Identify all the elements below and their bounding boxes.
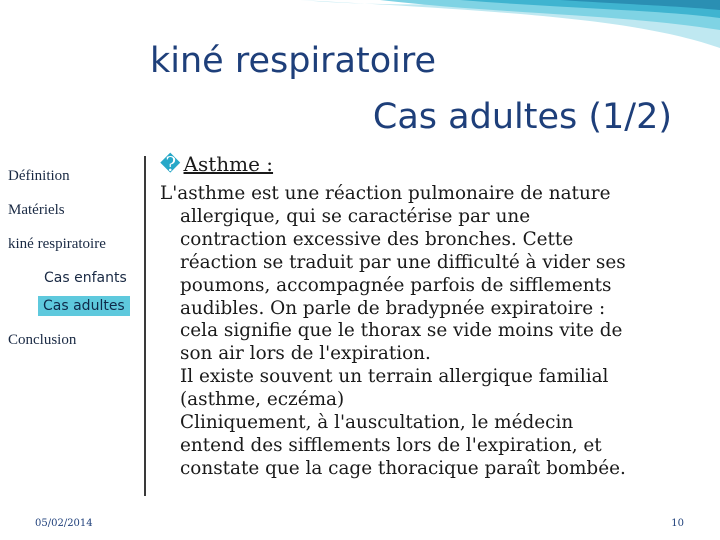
- body-line: cela signifie que le thorax se vide moins vite de: [180, 320, 623, 342]
- slide-title-line1: kiné respiratoire: [150, 41, 437, 81]
- body-line: L'asthme est une réaction pulmonaire de nature: [160, 183, 611, 204]
- nav-item-definition[interactable]: Définition: [8, 168, 70, 184]
- body-line: entend des sifflements lors de l'expiration, et: [180, 434, 602, 456]
- footer-date: 05/02/2014: [35, 518, 93, 529]
- nav-item-cas-enfants[interactable]: Cas enfants: [44, 270, 127, 286]
- body-line: constate que la cage thoracique paraît bombée.: [180, 457, 626, 479]
- body-line: audibles. On parle de bradypnée expiratoire :: [180, 297, 606, 319]
- body-paragraph: [160, 183, 690, 481]
- slide-title-line2: Cas adultes (1/2): [372, 97, 672, 137]
- section-heading: [160, 152, 273, 176]
- body-line: poumons, accompagnée parfois de sifflements: [180, 274, 612, 296]
- nav-item-materiels[interactable]: Matériels: [8, 202, 65, 218]
- nav-item-cas-adultes[interactable]: Cas adultes: [38, 296, 130, 316]
- nav-item-kine-respiratoire[interactable]: kiné respiratoire: [8, 236, 106, 252]
- body-line: allergique, qui se caractérise par une: [180, 205, 531, 227]
- sidebar-divider: [144, 156, 146, 496]
- bullet-icon: �: [160, 152, 181, 176]
- page-number: 10: [671, 518, 684, 529]
- body-line: son air lors de l'expiration.: [180, 343, 431, 365]
- body-line: Il existe souvent un terrain allergique familial: [180, 366, 609, 388]
- section-heading-text: Asthme :: [183, 152, 274, 176]
- body-line: contraction excessive des bronches. Cette: [180, 228, 574, 250]
- body-line: Cliniquement, à l'auscultation, le médecin: [180, 412, 574, 434]
- nav-item-conclusion[interactable]: Conclusion: [8, 332, 77, 348]
- body-line: (asthme, eczéma): [180, 389, 345, 411]
- body-line: réaction se traduit par une difficulté à vider ses: [180, 251, 626, 273]
